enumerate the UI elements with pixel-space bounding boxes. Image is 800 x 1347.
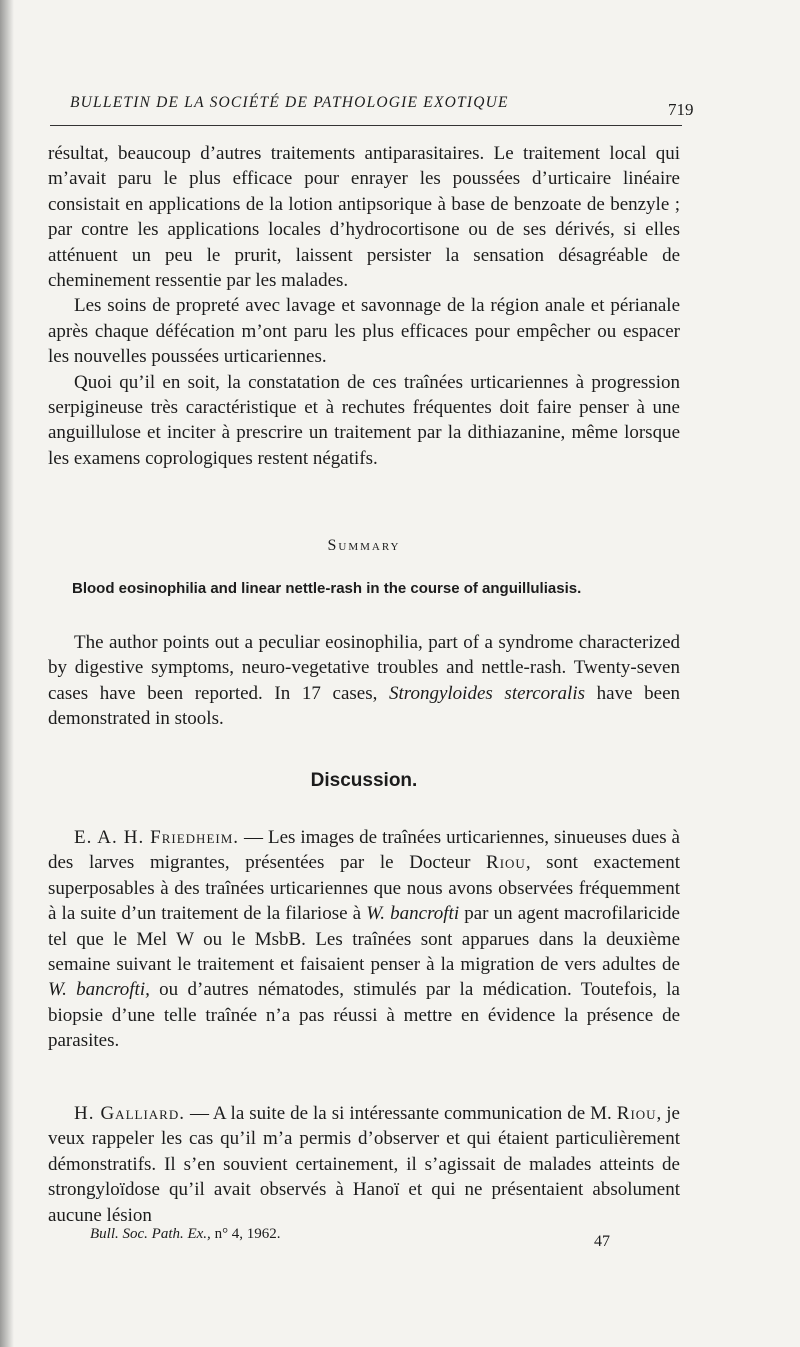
friedheim-remark (48, 825, 680, 1054)
paragraph-conclusion: Quoi qu’il en soit, la constatation de ces traînées urticariennes à progression serpigineuse très caractéristique et à rechutes fréquentes doit faire penser à une anguillulose et inciter à prescrire un traitement par la dithiazanine, même lorsque les examens coprologiques restent négatifs. (48, 371, 680, 469)
paragraph-treatment: résultat, beaucoup d’autres traitements antiparasitaires. Le traitement local qui m’avait paru le plus efficace pour enrayer les poussées d’urticaire linéaire consistait en applications de la lotion antipsorique à base de benzoate de benzyle ; par contre les applications locales d’hydrocortisone ou de ses dérivés, si elles atténuent un peu le prurit, laissent persister la sensation désagréable de cheminement ressentie par les malades. (48, 143, 680, 292)
discussion-heading: Discussion. (310, 770, 418, 791)
issue-number: n° 4, 1962. (210, 1226, 281, 1242)
journal-abbrev: Bull. Soc. Path. Ex., (90, 1226, 211, 1242)
remark-text: par un agent macrofilaricide tel que le Mel W ou le MsbB. Les traînées sont apparues dans la deuxième semaine suivant le traitement et faisaient penser à la migration de vers adultes de (48, 903, 680, 976)
remark-text: , sont exactement superposables à des traînées urticariennes que nous avons observées fréquemment à la suite d’un traitement de la filariose à (48, 852, 680, 925)
friedheim-paragraph (48, 825, 680, 1054)
summary-text-part: The author points out a peculiar eosinophilia, part of a syndrome characterized by digestive symptoms, neuro-vegetative troubles and nettle-rash. Twenty-seven cases have been reported. In 17 cases, (48, 632, 680, 704)
remark-text: — Les images de traînées urticariennes, sinueuses dues à des larves migrantes, présentées par le Docteur (48, 827, 680, 874)
journal-reference (90, 1226, 281, 1243)
remark-text: ou d’autres nématodes, stimulés par la médication. Toutefois, la biopsie d’une telle traînée n’a pas réussi à mettre en évidence la présence de parasites. (48, 979, 680, 1052)
summary-text (48, 630, 680, 732)
summary-paragraph (48, 630, 680, 732)
paragraph-hygiene: Les soins de propreté avec lavage et savonnage de la région anale et périanale après chaque défécation m’ont paru les plus efficaces pour empêcher ou espacer les nouvelles poussées urticariennes. (48, 295, 680, 368)
species-name: W. bancrofti (366, 903, 460, 925)
summary-heading: Summary (327, 537, 401, 554)
main-text (48, 141, 680, 471)
summary-subtitle: Blood eosinophilia and linear nettle-rash in the course of anguilluliasis. (72, 580, 582, 597)
speaker-name: H. Galliard. (74, 1103, 185, 1124)
header-rule (50, 125, 682, 126)
author-name: Riou (616, 1103, 657, 1124)
galliard-paragraph (48, 1101, 680, 1228)
running-head: BULLETIN DE LA SOCIÉTÉ DE PATHOLOGIE EXOTIQUE (70, 94, 509, 111)
page-number: 719 (668, 100, 694, 119)
remark-text: , je veux rappeler les cas qu’il m’a permis d’observer et qui étaient particulièrement démonstratifs. Il s’en souvient certainement, il s’agissait de malades atteints de strongyloïdose qu’il avait observés à Hanoï et qui ne présentaient absolument aucune lésion (48, 1103, 680, 1226)
species-name: W. bancrofti, (48, 979, 150, 1001)
remark-text: — A la suite de la si intéressante communication de M. (184, 1103, 617, 1124)
summary-text-part: have been demonstrated in stools. (48, 682, 681, 730)
speaker-name: E. A. H. Friedheim. (74, 827, 240, 848)
species-name: Strongyloides stercoralis (389, 682, 585, 704)
author-name: Riou (486, 852, 526, 874)
book-spine-shadow (0, 0, 14, 1347)
galliard-remark (48, 1101, 680, 1228)
signature-mark: 47 (594, 1233, 610, 1250)
